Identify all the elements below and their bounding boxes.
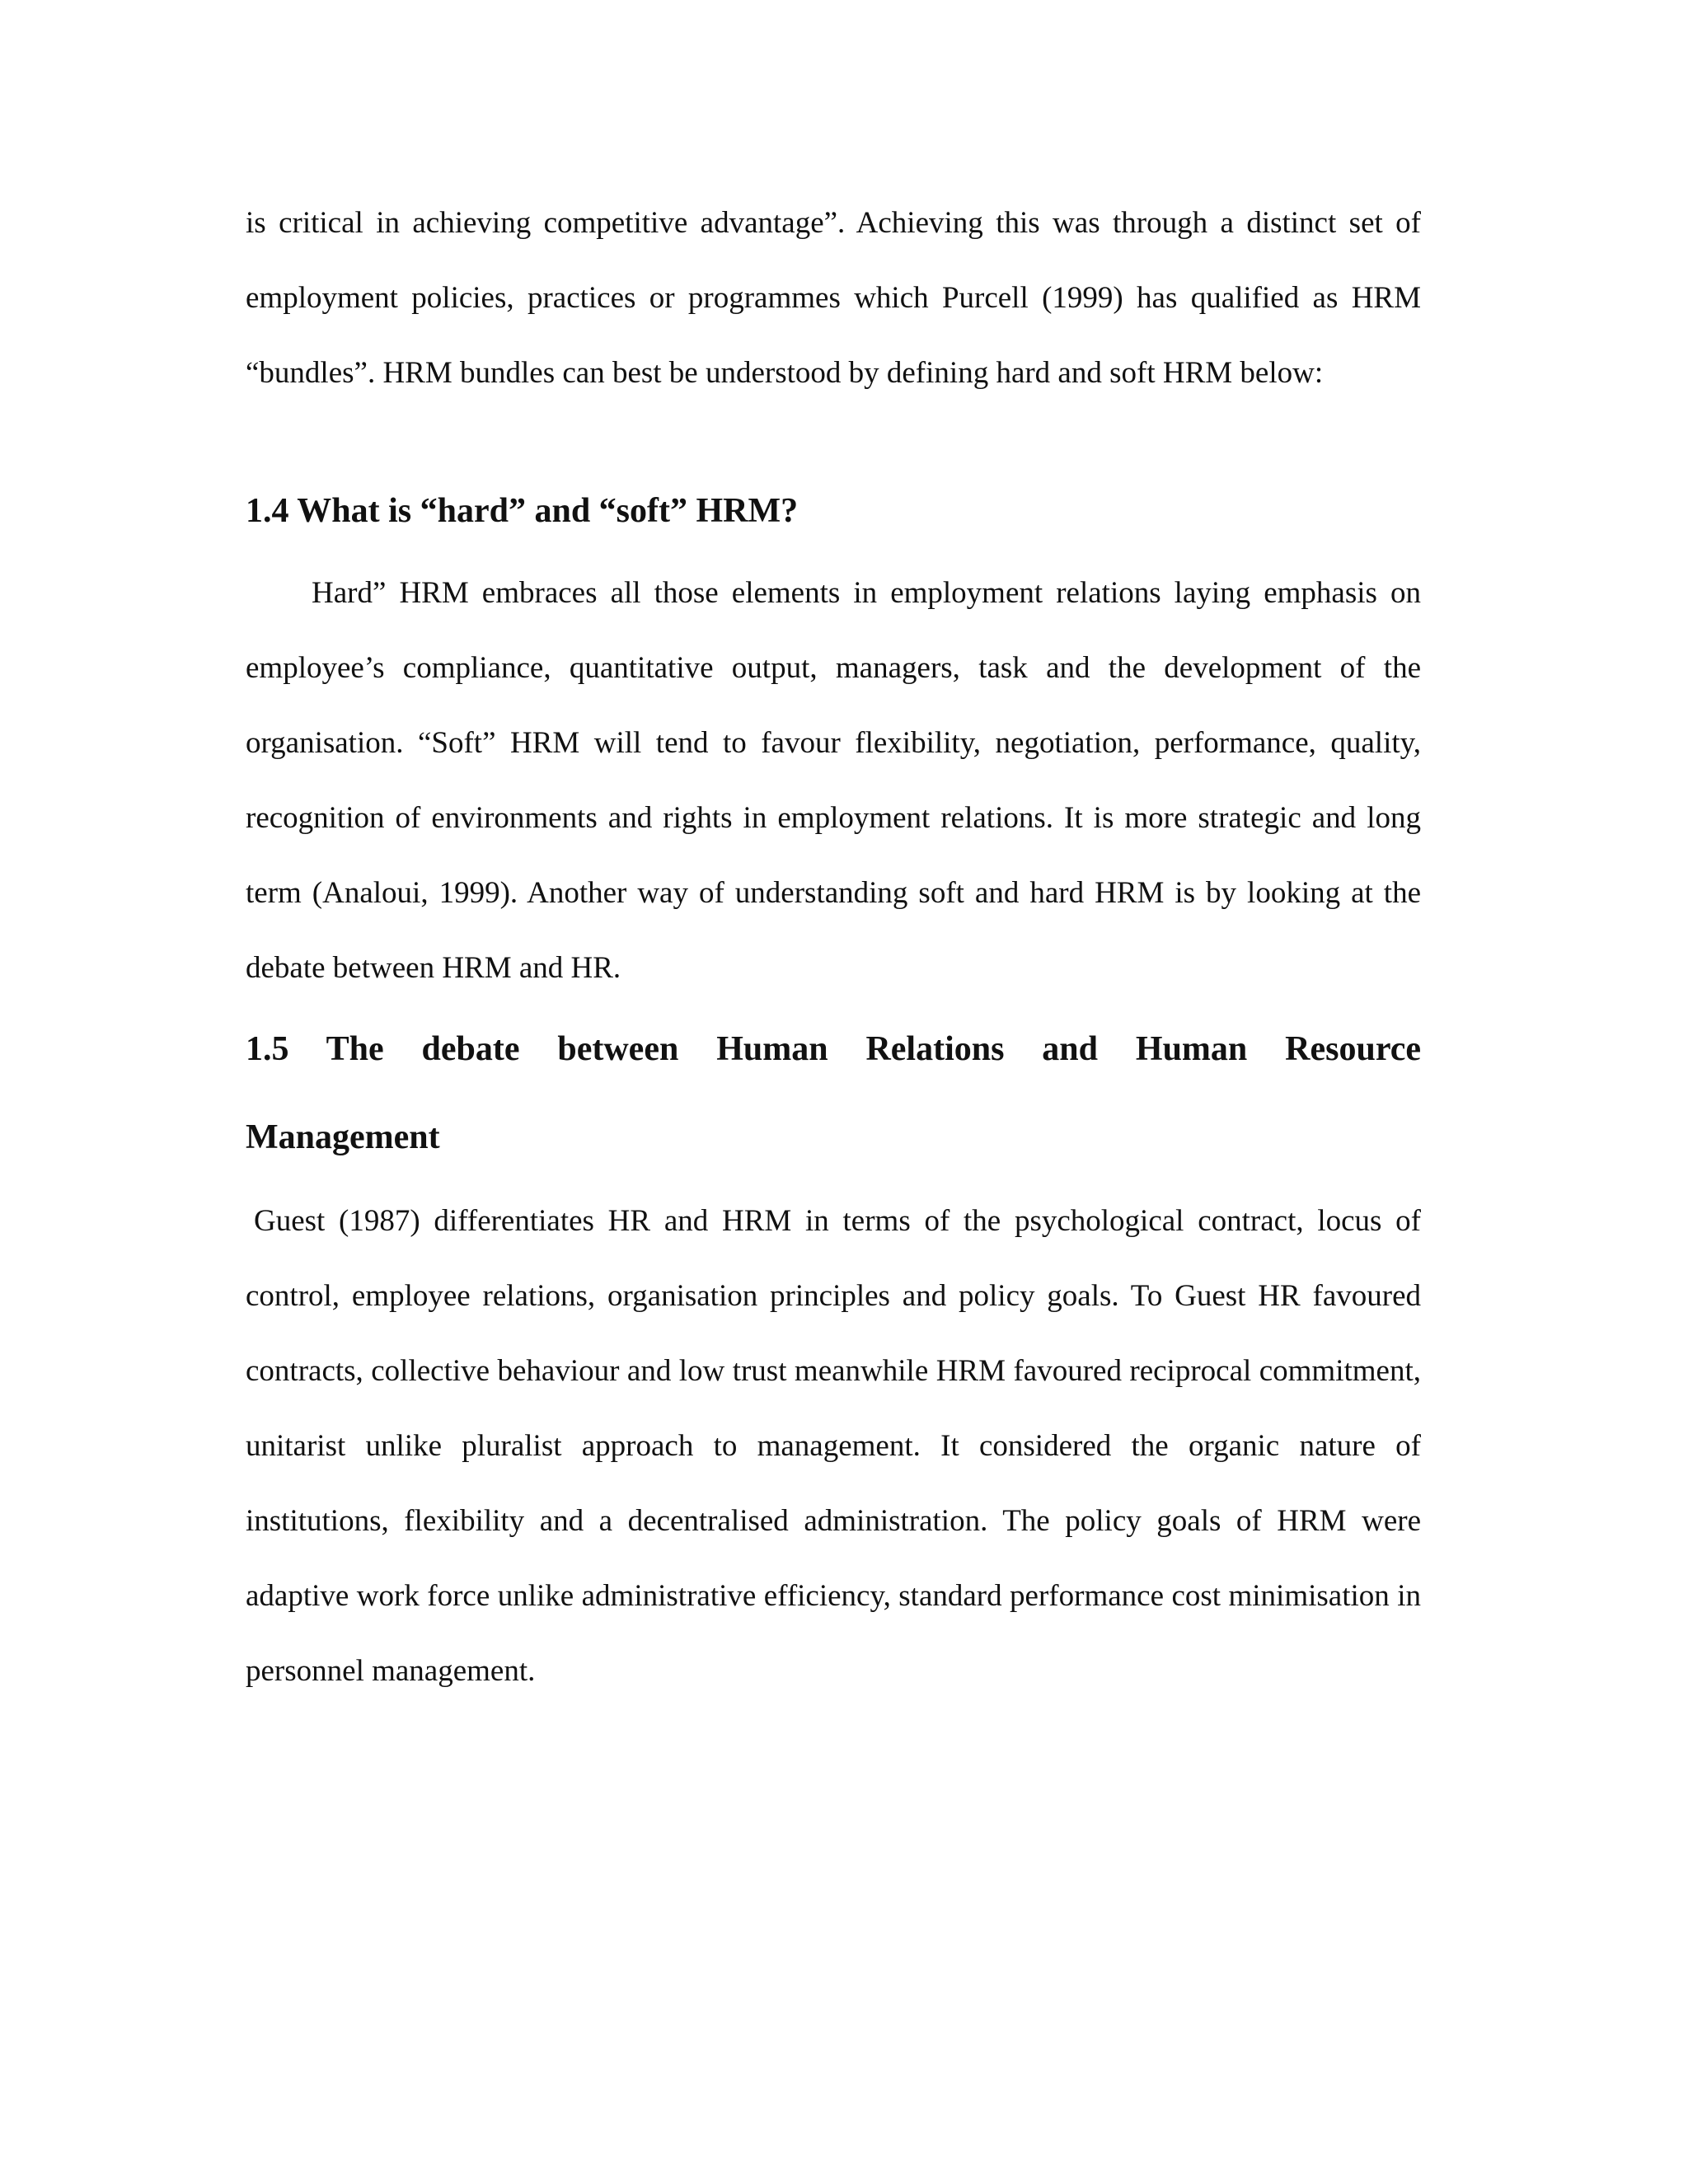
section-heading-1-5-line-2: Management — [246, 1118, 440, 1156]
paragraph-hard-soft-hrm: Hard” HRM embraces all those elements in employment relations laying emphasis on employee’s compliance, quantitative output, managers, task and the development of the organisation. “Soft” HRM will tend to favour flexibility, negotiation, performance, quality, recognition of environments and rights in employment relations. It is more strategic and long term (Analoui, 1999). Another way of understanding soft and hard HRM is by looking at the debate between HRM and HR. — [246, 576, 1421, 985]
paragraph-intro-continuation: is critical in achieving competitive advantage”. Achieving this was through a distinct set of employment policies, practices or programmes which Purcell (1999) has qualified as HRM “bundles”. HRM bundles can best be understood by defining hard and soft HRM below: — [246, 206, 1421, 390]
section-heading-1-4: 1.4 What is “hard” and “soft” HRM? — [246, 492, 799, 530]
paragraph-guest-differentiation: Guest (1987) differentiates HR and HRM in terms of the psychological contract, locus of control, employee relations, organisation principles and policy goals. To Guest HR favoured contracts, collective behaviour and low trust meanwhile HRM favoured reciprocal commitment, unitarist unlike pluralist approach to management. It considered the organic nature of institutions, flexibility and a decentralised administration. The policy goals of HRM were adaptive work force unlike administrative efficiency, standard performance cost minimisation in personnel management. — [246, 1204, 1421, 1688]
section-heading-1-5-line-1: 1.5 The debate between Human Relations and Human Resource — [246, 1030, 1421, 1068]
page-content — [246, 185, 1421, 1708]
section-heading-1-5 — [246, 1005, 1421, 1182]
